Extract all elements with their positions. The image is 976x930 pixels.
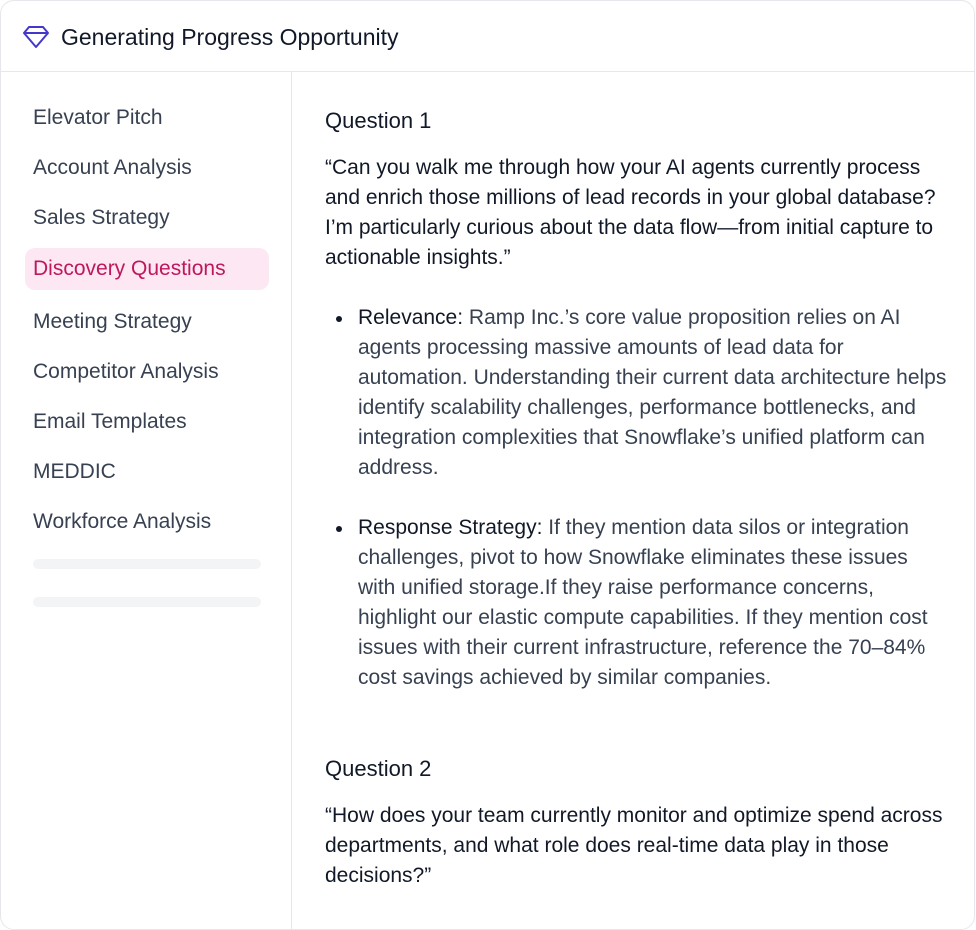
page-title: Generating Progress Opportunity — [61, 24, 399, 50]
question-text: “Can you walk me through how your AI agents currently process and enrich those millions of lead records in your global database? I’m particularly curious about the data flow—from initial capture to actionable insights.” — [325, 156, 936, 269]
list-item — [358, 303, 948, 483]
sidebar-item-sales-strategy[interactable]: Sales Strategy — [33, 206, 170, 229]
loading-skeleton — [33, 597, 261, 607]
bullet-label: Response Strategy: — [358, 516, 543, 539]
list-item — [358, 513, 948, 693]
question-text: “How does your team currently monitor and optimize spend across departments, and what role does real-time data play in those decisions?” — [325, 804, 943, 887]
question-title: Question 2 — [325, 756, 432, 781]
question-title: Question 1 — [325, 108, 432, 133]
bullet-dot — [336, 526, 342, 532]
sidebar-item-workforce-analysis[interactable]: Workforce Analysis — [33, 510, 212, 533]
loading-skeleton — [33, 559, 261, 569]
bullet-dot — [336, 316, 342, 322]
sidebar-item-discovery-questions[interactable]: Discovery Questions — [25, 248, 269, 290]
diamond-icon — [22, 25, 50, 49]
sidebar-item-elevator-pitch[interactable]: Elevator Pitch — [33, 106, 163, 129]
sidebar-item-competitor-analysis[interactable]: Competitor Analysis — [33, 360, 219, 383]
bullet-text: If they mention data silos or integration challenges, pivot to how Snowflake eliminates these issues with unified storage.If they raise performance concerns, highlight our elastic compute capabilities. If they mention cost issues with their current infrastructure, reference the 70–84% cost savings achieved by similar companies. — [358, 516, 928, 689]
bullet-label: Relevance: — [358, 306, 464, 329]
sidebar-item-meeting-strategy[interactable]: Meeting Strategy — [33, 310, 192, 333]
header — [1, 1, 974, 72]
sidebar-item-account-analysis[interactable]: Account Analysis — [33, 156, 192, 179]
bullet-text: Ramp Inc.’s core value proposition relies on AI agents processing massive amounts of lead data for automation. Understanding their current data architecture helps identify scalability challenges, performance bottlenecks, and integration complexities that Snowflake’s unified platform can address. — [358, 306, 947, 479]
sidebar — [1, 72, 292, 930]
sidebar-item-meddic[interactable]: MEDDIC — [33, 460, 116, 483]
sidebar-item-email-templates[interactable]: Email Templates — [33, 410, 187, 433]
